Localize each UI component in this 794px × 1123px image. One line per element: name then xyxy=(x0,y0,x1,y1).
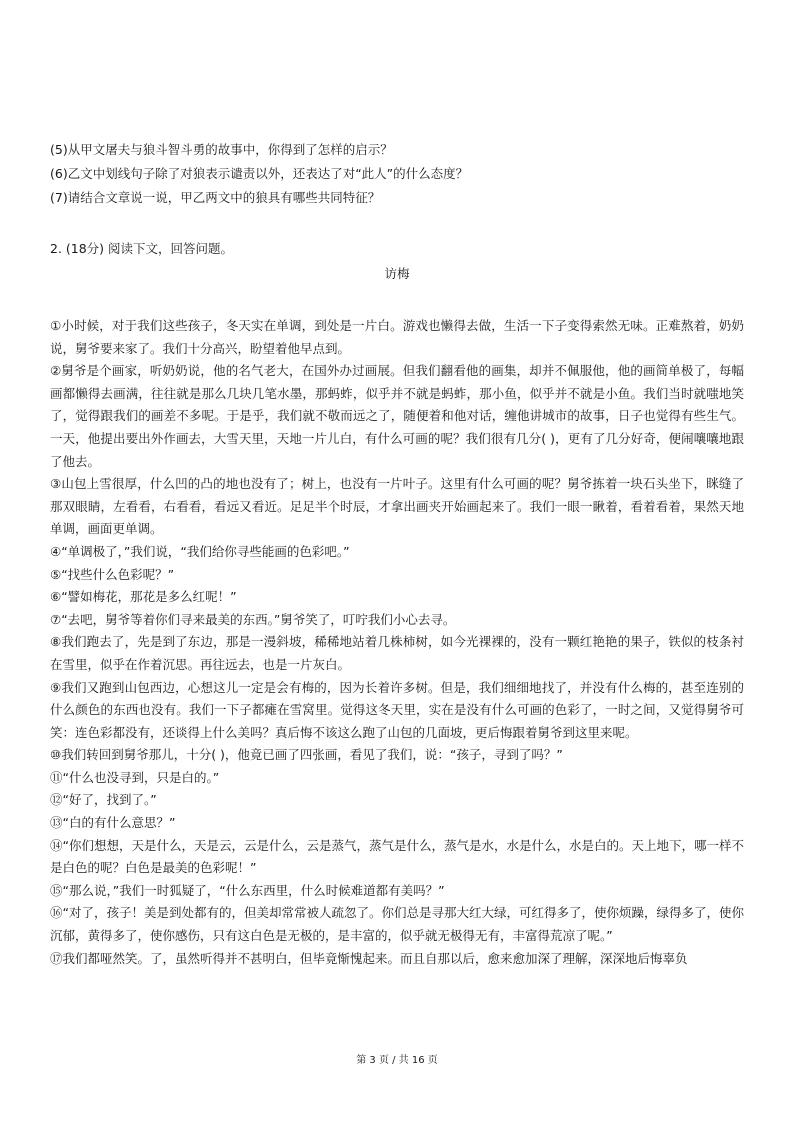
question-6: (6)乙文中划线句子除了对狼表示谴责以外，还表达了对“此人”的什么态度？ xyxy=(50,166,469,181)
passage-title: 访梅 xyxy=(384,266,410,281)
paragraph-5: ⑤“找些什么色彩呢？” xyxy=(50,566,175,582)
paragraph-13: ⑬“白的有什么意思？” xyxy=(50,815,176,831)
paragraph-15: ⑮“那么说，”我们一时狐疑了，“什么东西里，什么时候难道都有美吗？” xyxy=(50,882,445,898)
paragraph-10: ⑩我们转回到舅爷那儿，十分( )，他竟已画了四张画，看见了我们，说：“孩子，寻到了吗？” xyxy=(50,747,563,763)
paragraph-3: ③山包上雪很厚，什么凹的凸的地也没有了；树上，也没有一片叶子。这里有什么可画的呢？舅爷拣着一块石头坐下，眯缝了那双眼睛，左看看，右看看，看远又看近。足足半个时辰，才拿出画夹开始画起来了。我们一眼一瞅着，看着看着，果然天地单调，画面更单调。 xyxy=(50,476,744,537)
paragraph-12: ⑫“好了，找到了。” xyxy=(50,792,157,808)
question-5: (5)从甲文屠夫与狼斗智斗勇的故事中，你得到了怎样的启示？ xyxy=(50,142,393,157)
paragraph-16: ⑯“对了，孩子！美是到处都有的，但美却常常被人疏忽了。你们总是寻那大红大绿，可红得多了，使你烦躁，绿得多了，使你沉郁，黄得多了，使你感伤，只有这白色是无极的，是丰富的，似乎就无极得无有，丰富得荒凉了呢。” xyxy=(50,905,744,944)
paragraph-1: ①小时候，对于我们这些孩子，冬天实在单调，到处是一片白。游戏也懒得去做，生活一下子变得索然无味。正难熬着，奶奶说，舅爷要来家了。我们十分高兴，盼望着他早点到。 xyxy=(50,318,744,356)
paragraph-9: ⑨我们又跑到山包西边，心想这儿一定是会有梅的，因为长着许多树。但是，我们细细地找了，并没有什么梅的，甚至连别的什么颜色的东西也没有。我们一下子都瘫在雪窝里。觉得这冬天里，实在是没有什么可画的色彩了，一时之间，又觉得舅爷可笑：连色彩都没有，还谈得上什么美吗？真后悔不该这么跑了山包的几面坡，更后悔跟着舅爷到这里来呢。 xyxy=(50,679,744,740)
paragraph-7: ⑦“去吧，舅爷等着你们寻来最美的东西。”舅爷笑了，叮咛我们小心去寻。 xyxy=(50,611,456,627)
paragraph-4: ④“单调极了，”我们说，“我们给你寻些能画的色彩吧。” xyxy=(50,543,350,559)
section-heading: 2. (18分) 阅读下文，回答问题。 xyxy=(50,241,234,256)
page-footer: 第 3 页 / 共 16 页 xyxy=(356,1055,438,1066)
passage-body xyxy=(50,315,744,970)
paragraph-6: ⑥“譬如梅花，那花是多么红呢！” xyxy=(50,589,237,605)
paragraph-2: ②舅爷是个画家，听奶奶说，他的名气老大，在国外办过画展。但我们翻看他的画集，却并不佩服他，他的画简单极了，每幅画都懒得去画满，往往就是那么几块几笔水墨，那蚂蚱，似乎并不就是蚂蚱，那小鱼，似乎并不就是小鱼。我们当时就嗤地笑了，觉得跟我们的画差不多呢。于是乎，我们就不敬而远之了，随便着和他对话，缠他讲城市的故事，日子也觉得有些生气。一天，他提出要出外作画去，大雪天里，天地一片儿白，有什么可画的呢？我们很有几分( )，更有了几分好奇，便闹嚷嚷地跟了他去。 xyxy=(50,363,744,469)
question-7: (7)请结合文章说一说，甲乙两文中的狼具有哪些共同特征？ xyxy=(50,190,381,205)
paragraph-8: ⑧我们跑去了，先是到了东边，那是一漫斜坡，稀稀地站着几株柿树，如今光裸裸的，没有一颗红艳艳的果子，铁似的枝条衬在雪里，似乎在作着沉思。再往远去，也是一片灰白。 xyxy=(50,634,744,672)
paragraph-11: ⑪“什么也没寻到，只是白的。” xyxy=(50,769,220,785)
paragraph-14: ⑭“你们想想，天是什么，天是云，云是什么，云是蒸气，蒸气是什么，蒸气是水，水是什么，水是白的。天上地下，哪一样不是白色的呢？白色是最美的色彩呢！” xyxy=(50,837,744,876)
paragraph-17: ⑰我们都哑然笑。了，虽然听得并不甚明白，但毕竟惭愧起来。而且自那以后，愈来愈加深了理解，深深地后悔辜负 xyxy=(50,950,688,966)
